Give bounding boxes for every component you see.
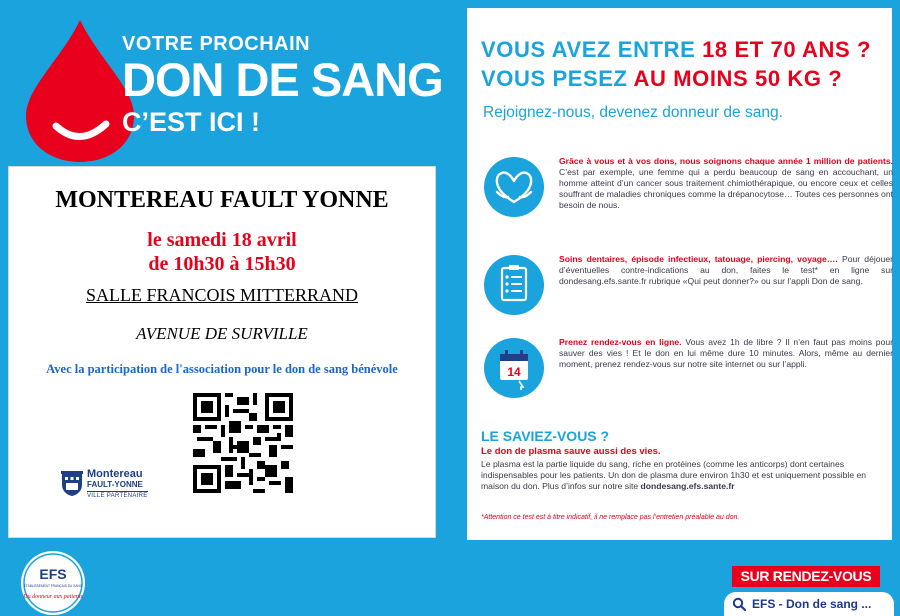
partner-tag: VILLE PARTENAIRE [87, 492, 148, 499]
headline [122, 34, 443, 136]
age-question: VOUS AVEZ ENTRE 18 ET 70 ANS ? [481, 37, 872, 62]
event-city: MONTEREAU FAULT YONNE [55, 187, 389, 213]
did-you-know-subtitle: Le don de plasma sauve aussi des vies. [481, 446, 661, 457]
appointment-badge: SUR RENDEZ-VOUS [732, 566, 880, 587]
did-you-know-body: Le plasma est la partie liquide du sang, riche en protéines (comme les anticorps) dont certaines indispensables pour les patients. Un don de plasma dure environ 1h30 et est uniquement possible en maison du don. Plus d’infos sur notre site dondesang.efs.sante.fr [481, 459, 867, 491]
checklist-icon [483, 254, 545, 316]
weight-question: VOUS PESEZ AU MOINS 50 KG ? [481, 66, 843, 91]
partner-sub: FAULT-YONNE [87, 479, 143, 489]
partner-name: Montereau [87, 468, 143, 480]
event-venue: SALLE FRANCOIS MITTERRAND [85, 285, 358, 305]
info-item-text: Grâce à vous et à vos dons, nous soignons chaque année 1 million de patients. C’est par exemple, une femme qui a perdu beaucoup de sang en accouchant, un homme atteint d’un cancer sous traitement chimiothérapique, ou encore ceux et celles souffrant de maladies chroniques comme la drépanocytose… Toutes ces personnes ont besoin de nous. [559, 156, 893, 210]
event-hours: de 10h30 à 15h30 [148, 253, 296, 275]
town-crest-icon [61, 471, 83, 497]
website-link[interactable]: dondesang.efs.sante.fr [640, 481, 735, 491]
headline-line3: C’EST ICI ! [122, 107, 261, 137]
calendar-icon [483, 337, 545, 399]
event-street: AVENUE DE SURVILLE [136, 324, 308, 343]
join-tagline: Rejoignez-nous, devenez donneur de sang. [483, 104, 783, 121]
search-icon [732, 597, 746, 611]
efs-logo [20, 550, 86, 616]
event-date: le samedi 18 avril [147, 229, 297, 251]
info-item-text: Soins dentaires, épisode infectieux, tatouage, piercing, voyage…. Pour déjouer d’éventuelles contre-indications au don, faites le test* en ligne sur dondesang.efs.sante.fr rubrique «Qui peut donner?» ou sur l’appli Don de sang. [559, 254, 893, 286]
did-you-know-title: LE SAVIEZ-VOUS ? [481, 428, 610, 444]
event-card [8, 166, 436, 538]
footnote: *Attention ce test est à titre indicatif, il ne remplace pas l’entretien préalable au don. [481, 514, 740, 521]
efs-slogan: Du donneur aux patients [23, 594, 83, 600]
partner-logo [61, 469, 148, 499]
efs-subtitle: ÉTABLISSEMENT FRANÇAIS DU SANG [23, 584, 83, 588]
search-text: EFS - Don de sang ... [752, 597, 872, 611]
calendar-day: 14 [507, 365, 521, 379]
headline-line1: VOTRE PROCHAIN [122, 33, 311, 55]
qr-code[interactable] [193, 393, 293, 493]
info-item-text: Prenez rendez-vous en ligne. Vous avez 1h de libre ? Il n’en faut pas moins pour sauver des vies ! Et le don en lui même dure 10 minutes. Alors, même au dernier moment, prenez rendez-vous sur notre site internet ou sur l’appli. [559, 337, 893, 369]
info-card [467, 8, 892, 540]
event-association: Avec la participation de l'association pour le don de sang bénévole [46, 362, 398, 376]
headline-line2: DON DE SANG [122, 53, 443, 106]
heart-hands-icon [483, 156, 545, 218]
efs-name: EFS [39, 566, 67, 582]
search-bar[interactable] [724, 592, 894, 616]
